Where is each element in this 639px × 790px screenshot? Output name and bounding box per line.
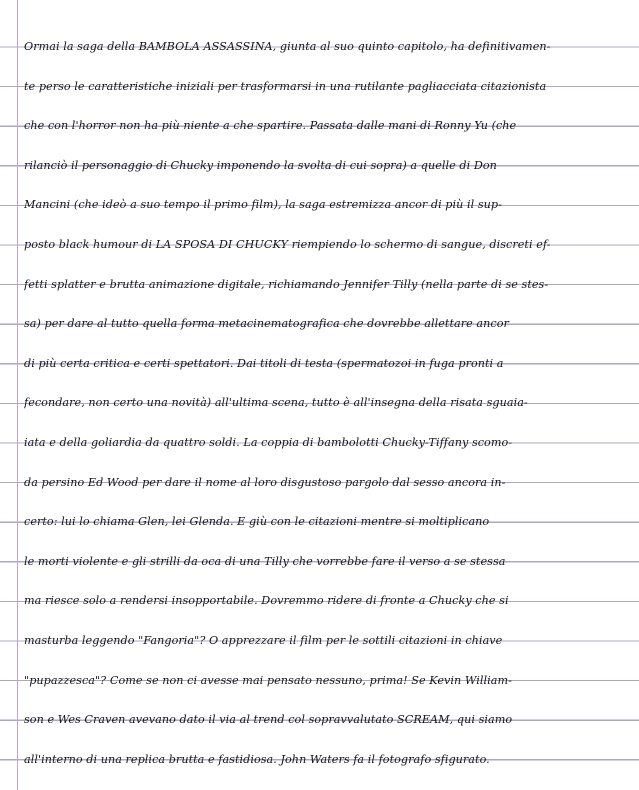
text-line: rilanciò il personaggio di Chucky imponendo la svolta di cui sopra) a quelle di Don — [24, 158, 497, 172]
text-line: Ormai la saga della BAMBOLA ASSASSINA, giunta al suo quinto capitolo, ha definitivamen- — [24, 40, 551, 53]
text-line: che con l'horror non ha più niente a che spartire. Passata dalle mani di Ronny Yu (che — [24, 119, 517, 133]
text-line: te perso le caratteristiche iniziali per trasformarsi in una rutilante pagliacciata citazionista — [24, 79, 547, 93]
handwritten-review-text — [24, 27, 634, 779]
text-line: ma riesce solo a rendersi insopportabile. Dovremmo ridere di fronte a Chucky che si — [24, 594, 509, 608]
text-line: all'interno di una replica brutta e fastidiosa. John Waters fa il fotografo sfigurato. — [24, 752, 490, 766]
text-line: iata e della goliardia da quattro soldi. La coppia di bambolotti Chucky-Tiffany scomo- — [24, 435, 513, 449]
text-line: sa) per dare al tutto quella forma metacinematografica che dovrebbe allettare ancor — [24, 317, 509, 331]
text-line: da persino Ed Wood per dare il nome al loro disgustoso pargolo dal sesso ancora in- — [24, 475, 506, 489]
text-line: fetti splatter e brutta animazione digitale, richiamando Jennifer Tilly (nella parte di se stes- — [24, 277, 549, 291]
text-line: fecondare, non certo una novità) all'ultima scena, tutto è all'insegna della risata sguaia- — [24, 396, 528, 410]
text-line: Mancini (che ideò a suo tempo il primo film), la saga estremizza ancor di più il sup- — [24, 198, 502, 212]
text-line: masturba leggendo "Fangoria"? O apprezzare il film per le sottili citazioni in chiave — [24, 633, 503, 647]
text-line: posto black humour di LA SPOSA DI CHUCKY riempiendo lo schermo di sangue, discreti ef- — [24, 237, 551, 251]
text-line: le morti violente e gli strilli da oca di una Tilly che vorrebbe fare il verso a se stessa — [24, 554, 506, 568]
text-line: son e Wes Craven avevano dato il via al trend col sopravvalutato SCREAM, qui siamo — [24, 713, 513, 727]
text-line: "pupazzesca"? Come se non ci avesse mai pensato nessuno, prima! Se Kevin William- — [24, 673, 512, 687]
margin-line — [17, 0, 18, 790]
text-line: certo: lui lo chiama Glen, lei Glenda. E giù con le citazioni mentre si moltiplicano — [24, 515, 490, 529]
text-line: di più certa critica e certi spettatori. Dai titoli di testa (spermatozoi in fuga pronti a — [24, 356, 504, 370]
